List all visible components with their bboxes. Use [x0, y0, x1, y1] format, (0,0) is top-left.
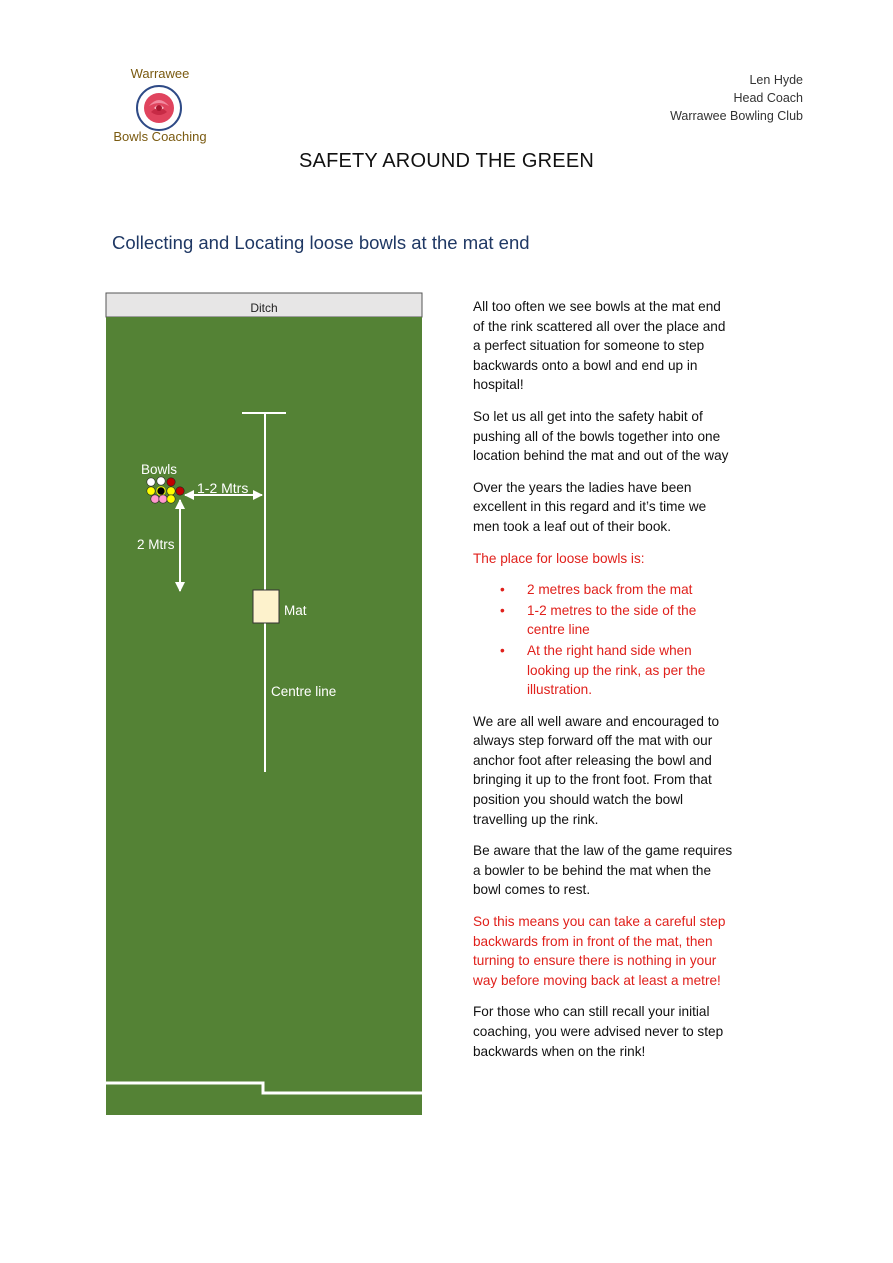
bullet-item	[473, 641, 735, 700]
bullet-list	[473, 580, 735, 700]
bowl	[147, 487, 155, 495]
bowl	[176, 487, 184, 495]
bowl	[147, 478, 155, 486]
bowls-label: Bowls	[141, 462, 178, 477]
author-club: Warrawee Bowling Club	[670, 109, 803, 123]
bowl	[167, 478, 175, 486]
section-heading: Collecting and Locating loose bowls at the mat end	[112, 232, 530, 253]
centre-line-label: Centre line	[271, 684, 337, 699]
logo-top-text: Warrawee	[130, 66, 190, 81]
back-distance-label: 2 Mtrs	[137, 537, 175, 552]
paragraph-5: Be aware that the law of the game requires a bowler to be behind the mat when the bowl comes to rest.	[473, 843, 733, 898]
bullet-item	[473, 580, 735, 600]
paragraph-6: So this means you can take a careful step backwards from in front of the mat, then turning to ensure there is nothing in your way before moving back at least a metre!	[473, 914, 726, 988]
paragraph-1: All too often we see bowls at the mat end of the rink scattered all over the place and a perfect situation for someone to step backwards onto a bowl and end up in hospital!	[473, 299, 726, 393]
mat	[253, 590, 279, 623]
paragraph-4: We are all well aware and encouraged to always step forward off the mat with our anchor foot after releasing the bowl and bringing it up to the front foot. From that position you should watch the bowl travelling up the rink.	[473, 713, 720, 827]
author-role: Head Coach	[733, 91, 803, 105]
rose-logo-icon	[135, 84, 183, 132]
bullet-icon: •	[500, 582, 505, 598]
bullet-icon: •	[500, 602, 505, 618]
author-name: Len Hyde	[749, 73, 803, 87]
bowl	[167, 495, 175, 503]
bullet-item	[473, 601, 735, 640]
ditch-label: Ditch	[250, 301, 278, 315]
bowl	[157, 477, 165, 485]
bowl	[159, 495, 167, 503]
document-title: SAFETY AROUND THE GREEN	[298, 150, 595, 172]
mat-label: Mat	[284, 603, 307, 618]
paragraph-3: Over the years the ladies have been excellent in this regard and it’s time we men took a leaf out of their book.	[473, 479, 707, 534]
bullet-text: At the right hand side when looking up the rink, as per the illustration.	[527, 642, 706, 698]
rink-diagram	[105, 292, 423, 1116]
bowl	[167, 487, 175, 495]
logo-bottom-text: Bowls Coaching	[113, 129, 207, 144]
bowl	[151, 495, 159, 503]
side-distance-label: 1-2 Mtrs	[197, 480, 249, 496]
author-block	[670, 71, 803, 125]
paragraph-2: So let us all get into the safety habit of pushing all of the bowls together into one location behind the mat and out of the way	[473, 408, 729, 464]
bowl	[157, 487, 165, 495]
paragraph-7: For those who can still recall your initial coaching, you were advised never to step backwards when on the rink!	[473, 1004, 724, 1059]
bullet-text: 2 metres back from the mat	[527, 582, 693, 598]
body-text	[473, 297, 735, 1073]
place-heading: The place for loose bowls is:	[473, 550, 645, 566]
bullet-text: 1-2 metres to the side of the centre line	[527, 602, 697, 638]
bullet-icon: •	[500, 642, 505, 658]
